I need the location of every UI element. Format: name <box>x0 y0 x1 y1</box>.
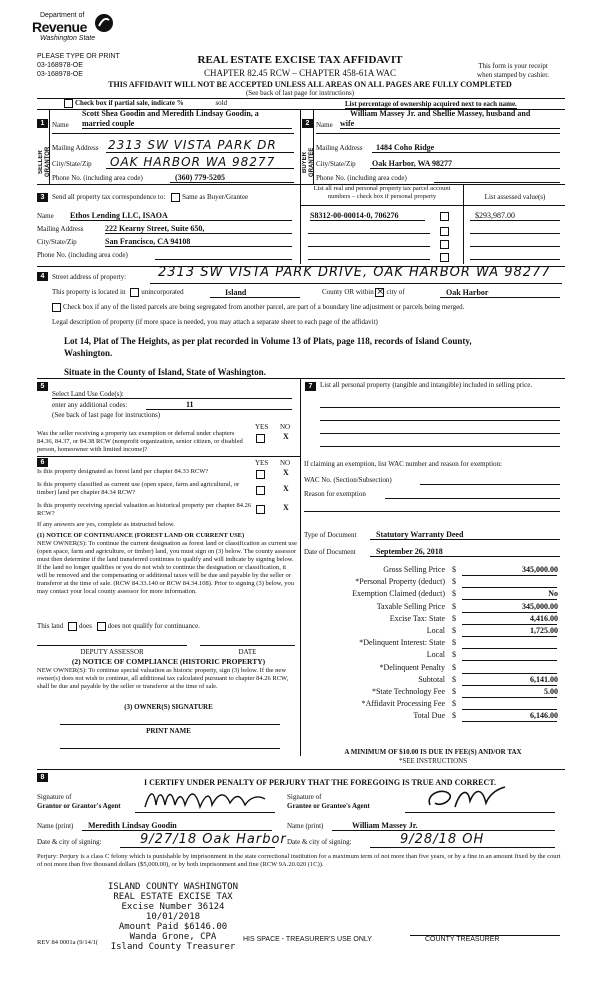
notice1-title: (1) NOTICE OF CONTINUANCE (FOREST LAND OR CURRENT USE) <box>37 532 245 539</box>
does-checkbox[interactable] <box>68 622 77 631</box>
stamp-line4: 10/01/2018 <box>145 912 201 922</box>
seller-name-line1: Scott Shea Goodin and Meredith Lindsay Goodin, a <box>82 109 259 118</box>
s5-no-mark: X <box>283 432 289 441</box>
receipt-note-2: when stamped by cashier. <box>477 71 549 79</box>
seller-phone-label: Phone No. (including area code) <box>52 174 143 182</box>
wac-label: WAC No. (Section/Subsection) <box>304 476 392 484</box>
seller-side-label: SELLER GRANTOR <box>38 146 51 178</box>
s6-q2-yes-checkbox[interactable] <box>256 486 265 495</box>
sold-label: sold <box>215 99 228 108</box>
owner-signature-label: (3) OWNER(S) SIGNATURE <box>124 703 213 711</box>
same-as-buyer-label: Same as Buyer/Grantee <box>182 193 249 202</box>
additional-codes-label: enter any additional codes: <box>52 401 128 409</box>
county-within-row <box>322 288 405 297</box>
calc-label: *Affidavit Processing Fee <box>361 699 445 709</box>
calc-value: No <box>548 589 558 599</box>
date-label: DATE <box>238 648 257 656</box>
section-5-number: 5 <box>37 382 48 391</box>
does-label: does <box>79 622 92 631</box>
calc-dollar-sign: $ <box>452 650 456 660</box>
grantor-signature-icon <box>140 785 270 813</box>
ownership-note: List percentage of ownership acquired next to each name. <box>345 100 517 108</box>
city-of-checkbox[interactable] <box>375 288 384 297</box>
s5-no-header: NO <box>280 423 291 431</box>
stamp-line5: Amount Paid $6146.00 <box>118 922 228 932</box>
street-value: 2313 SW VISTA PARK DRIVE, OAK HARBOR WA 98277 <box>158 265 551 280</box>
grantee-sig-label-1: Signature of <box>287 793 322 801</box>
revenue-logo <box>32 12 122 52</box>
s6-q1-yes-checkbox[interactable] <box>256 470 265 479</box>
assessed-header: List assessed value(s) <box>484 193 546 201</box>
county-value: Island <box>210 288 300 298</box>
calc-label: *Personal Property (deduct) <box>355 577 445 587</box>
legal-label: Legal description of property (if more space is needed, you may attach a separate sheet to each page of the affidavit) <box>52 318 378 326</box>
s5-yes-header: YES <box>255 423 269 431</box>
calc-value: 345,000.00 <box>522 601 558 611</box>
does-not-checkbox[interactable] <box>97 622 106 631</box>
stamp-line6: Wanda Grone, CPA <box>129 932 217 942</box>
s3-phone-label: Phone No. (including area code) <box>37 251 128 259</box>
grantor-sig-label-2: Grantor or Grantor's Agent <box>37 802 121 810</box>
s3-mailing-value: 222 Kearny Street, Suite 650, <box>105 224 292 234</box>
grantor-sig-label-1: Signature of <box>37 793 72 801</box>
calc-label: Total Due <box>413 711 445 721</box>
county-treasurer-label: COUNTY TREASURER <box>425 936 500 943</box>
s6-q1: Is this property designated as forest land per chapter 84.33 RCW? <box>37 468 209 475</box>
form-subtitle: CHAPTER 82.45 RCW – CHAPTER 458-61A WAC <box>204 68 396 78</box>
calc-value: 4,416.00 <box>530 613 558 623</box>
form-number-1: 03-168978-OE <box>37 62 83 69</box>
segregated-row <box>52 303 567 312</box>
s6-q2: Is this property classified as current use (open space, farm and agricultural, or timber) land per chapter 84.34 RCW? <box>37 481 240 496</box>
notice1-body: NEW OWNER(S): To continue the current designation as forest land or classification as current use (open space, farm and agriculture, or timber) land, you must sign on (3) below. The county assessor must then determine if the land transferred continues to qualify and will indicate by signing below. If the land no longer qualifies or you do not wish to continue the designation or classification, it will be removed and the compensating or additional taxes will be due and payable by the seller or transferor at the time of sale. (RCW 84.33.140 or RCW 84.34.108). Prior to signing (3) below, you may contact your local county assessor for more information. <box>37 540 297 595</box>
form-title: REAL ESTATE EXCISE TAX AFFIDAVIT <box>197 54 403 66</box>
reason-label: Reason for exemption <box>304 490 366 498</box>
s6-if-yes: If any answers are yes, complete as instructed below. <box>37 521 175 528</box>
does-not-label: does not qualify for continuance. <box>107 622 200 631</box>
exemption-label: If claiming an exemption, list WAC number and reason for exemption: <box>304 460 502 468</box>
seller-mailing-label: Mailing Address <box>52 144 99 152</box>
buyer-side-label: BUYER GRANTEE <box>302 147 315 177</box>
calc-dollar-sign: $ <box>452 699 456 709</box>
section-7-number: 7 <box>305 382 316 391</box>
form-number-2: 03-168978-OE <box>37 71 83 78</box>
s3-name-label: Name <box>37 212 54 220</box>
select-land-use-label: Select Land Use Code(s): <box>52 390 292 399</box>
doc-type-label: Type of Document <box>304 531 357 539</box>
buyer-name-line1: William Massey Jr. and Shellie Massey, husband and <box>350 109 531 118</box>
seller-phone-value: (360) 779-5205 <box>175 173 225 182</box>
see-back-note: (See back of last page for instructions) <box>245 89 355 97</box>
grantee-date-label: Date & city of signing: <box>287 838 352 846</box>
calc-dollar-sign: $ <box>452 565 456 574</box>
grantee-signature-icon <box>420 783 510 813</box>
calc-label: Excise Tax: State <box>389 613 445 623</box>
calc-value: 6,146.00 <box>530 711 558 721</box>
parcel-4-checkbox[interactable] <box>440 253 449 262</box>
city-value: Oak Harbor <box>440 288 560 298</box>
parcel-header <box>302 185 462 201</box>
calc-dollar-sign: $ <box>452 589 456 599</box>
grantor-name-label: Name (print) <box>37 822 74 830</box>
treasurer-space-label: HIS SPACE - TREASURER'S USE ONLY <box>243 936 372 943</box>
dept-line1: Department of <box>40 12 85 19</box>
calc-value: 345,000.00 <box>522 565 558 574</box>
located-label: This property is located in <box>52 288 126 297</box>
section-6-number: 6 <box>37 458 48 467</box>
calc-dollar-sign: $ <box>452 662 456 672</box>
calc-label: *Delinquent Interest: State <box>359 638 445 648</box>
please-type: PLEASE TYPE OR PRINT <box>37 53 120 60</box>
calc-dollar-sign: $ <box>452 638 456 648</box>
partial-sale-row <box>64 99 264 108</box>
grantee-sig-label-2: Grantee or Grantee's Agent <box>287 802 370 810</box>
calc-value: 5.00 <box>544 687 558 696</box>
calc-dollar-sign: $ <box>452 626 456 635</box>
send-correspondence-label: Send all property tax correspondence to: <box>52 193 166 202</box>
parcel-header-line2: numbers – check box if personal property <box>327 193 437 200</box>
grantee-name-value: William Massey Jr. <box>332 821 555 831</box>
calc-dollar-sign: $ <box>452 601 456 611</box>
section-4-number: 4 <box>37 272 48 281</box>
doc-date-value: September 26, 2018 <box>370 547 560 557</box>
s3-mailing-label: Mailing Address <box>37 225 84 233</box>
buyer-name-line2: wife <box>340 119 560 129</box>
deputy-assessor-label: DEPUTY ASSESSOR <box>80 648 144 656</box>
minimum-fee-note: A MINIMUM OF $10.00 IS DUE IN FEE(S) AND/OR TAX <box>344 748 522 756</box>
calc-label: Local <box>426 650 445 660</box>
s6-q3-yes-checkbox[interactable] <box>256 505 265 514</box>
buyer-phone-label: Phone No. (including area code) <box>316 174 407 182</box>
parcel-header-line1: List all real and personal property tax parcel account <box>313 185 451 192</box>
stamp-line2: REAL ESTATE EXCISE TAX <box>113 892 233 902</box>
buyer-name-label: Name <box>316 121 333 129</box>
legal-line2: Washington. <box>64 348 113 358</box>
section-2-number: 2 <box>302 119 313 128</box>
calc-dollar-sign: $ <box>452 711 456 721</box>
calc-label: Taxable Selling Price <box>376 601 445 611</box>
calc-label: *State Technology Fee <box>371 687 445 696</box>
seller-city-label: City/State/Zip <box>52 160 92 168</box>
legal-line3: Situate in the County of Island, State of Washington. <box>64 367 266 377</box>
rev-form-number: REV 84 0001a (9/14/1( <box>37 939 99 946</box>
street-label: Street address of property: <box>52 273 127 281</box>
s5-see-back: (See back of last page for instructions) <box>52 411 161 419</box>
this-land-row <box>37 622 200 631</box>
county-label: County OR within <box>322 288 374 297</box>
s5-yes-checkbox[interactable] <box>256 434 265 443</box>
buyer-mailing-value: 1484 Coho Ridge <box>376 143 435 152</box>
parcel-2-checkbox[interactable] <box>440 227 449 236</box>
same-as-buyer-checkbox[interactable] <box>171 193 180 202</box>
s6-q1-no-mark: X <box>283 468 289 477</box>
partial-sale-checkbox[interactable] <box>64 99 73 108</box>
calc-dollar-sign: $ <box>452 687 456 696</box>
section-8-number: 8 <box>37 773 48 782</box>
segregated-label: Check box if any of the listed parcels are being segregated from another parcel, are part of a boundary line adjustment or parcels being merged. <box>63 303 465 312</box>
unincorporated-label: unincorporated <box>141 288 184 297</box>
legal-line1: Lot 14, Plat of The Heights, as per plat recorded in Volume 13 of Plats, page 118, records of Island County, <box>64 336 472 346</box>
calc-label: Subtotal <box>418 674 445 684</box>
s3-city-label: City/State/Zip <box>37 238 77 246</box>
certify-statement: I CERTIFY UNDER PENALTY OF PERJURY THAT THE FOREGOING IS TRUE AND CORRECT. <box>143 778 496 787</box>
grantor-name-value: Meredith Lindsay Goodin <box>82 821 272 831</box>
buyer-city-label: City/State/Zip <box>316 160 356 168</box>
warning-text: THIS AFFIDAVIT WILL NOT BE ACCEPTED UNLESS ALL AREAS ON ALL PAGES ARE FULLY COMPLETED <box>108 80 512 89</box>
section-3-number: 3 <box>37 193 48 202</box>
parcel-number: S8312-00-00014-0, 706276 <box>310 211 425 221</box>
treasurer-stamp <box>98 882 248 952</box>
stamp-line1: ISLAND COUNTY WASHINGTON <box>107 882 239 892</box>
section-1-number: 1 <box>37 119 48 128</box>
calc-label: *Delinquent Penalty <box>379 662 445 672</box>
grantor-date-label: Date & city of signing: <box>37 838 102 846</box>
s3-city-value: San Francisco, CA 94108 <box>105 237 292 247</box>
parcel-3-checkbox[interactable] <box>440 240 449 249</box>
city-of-label: city of <box>386 288 405 297</box>
calc-value: 6,141.00 <box>530 674 558 684</box>
partial-sale-label: Check box if partial sale, indicate % <box>75 99 184 108</box>
s3-name-value: Ethos Lending LLC, ISAOA <box>70 211 292 221</box>
seller-name-line2: married couple <box>82 119 292 129</box>
seller-city-value: OAK HARBOR WA 98277 <box>110 155 276 169</box>
grantee-date-value: 9/28/18 OH <box>400 832 485 847</box>
parcel-1-checkbox[interactable] <box>440 212 449 221</box>
dept-line3: Washington State <box>40 35 96 42</box>
calc-label: Gross Selling Price <box>383 565 445 574</box>
calc-label: Exemption Claimed (deduct) <box>352 589 445 599</box>
seller-name-label: Name <box>52 121 69 129</box>
stamp-line7: Island County Treasurer <box>110 942 236 952</box>
notice2-title: (2) NOTICE OF COMPLIANCE (HISTORIC PROPERTY) <box>71 657 266 666</box>
see-instructions: *SEE INSTRUCTIONS <box>398 757 468 765</box>
send-correspondence-row <box>52 193 248 202</box>
doc-date-label: Date of Document <box>304 548 356 556</box>
s6-q2-no-mark: X <box>283 484 289 493</box>
segregated-checkbox[interactable] <box>52 303 61 312</box>
personal-property-label: List all personal property (tangible and intangible) included in selling price. <box>320 381 533 389</box>
calc-dollar-sign: $ <box>452 674 456 684</box>
s5-question: Was the seller receiving a property tax exemption or deferral under chapters 84.36, 84.37, or 84.38 RCW (nonprofit organization, senior citizen, or disabled person, homeowner with limited income)? <box>37 430 243 453</box>
this-land-label: This land <box>37 622 64 631</box>
buyer-mailing-label: Mailing Address <box>316 144 363 152</box>
stamp-line3: Excise Number 36124 <box>121 902 225 912</box>
print-name-label: PRINT NAME <box>146 727 191 735</box>
s6-q3-no-mark: X <box>283 503 289 512</box>
assessed-value: $293,987.00 <box>475 211 515 220</box>
additional-codes-value: 11 <box>146 400 292 410</box>
grantor-date-value: 9/27/18 Oak Harbor <box>140 832 287 847</box>
calc-label: Local <box>426 626 445 635</box>
doc-type-value: Statutory Warranty Deed <box>370 530 560 540</box>
unincorporated-checkbox[interactable] <box>130 288 139 297</box>
s6-no-header: NO <box>280 459 291 467</box>
receipt-note-1: This form is your receipt <box>478 62 548 70</box>
s6-yes-header: YES <box>255 459 269 467</box>
calc-dollar-sign: $ <box>452 577 456 587</box>
calc-dollar-sign: $ <box>452 613 456 623</box>
perjury-notice: Perjury: Perjury is a class C felony which is punishable by imprisonment in the state correctional institution for a maximum term of not more than five years, or by a fine in an amount fixed by the court of not more than five thousand dollars ($5,000.00), or by both imprisonment and fine (RCW 9A.20.020 (1C)). <box>37 853 561 868</box>
seller-mailing-value: 2313 SW VISTA PARK DR <box>108 138 277 152</box>
notice2-body: NEW OWNER(S): To continue special valuation as historic property, sign (3) below. If the new owner(s) does not wish to continue, all additional tax calculated pursuant to chapter 84.26 RCW, shall be due and payable by the seller or transferor at the time of sale. <box>37 667 289 690</box>
buyer-city-value: Oak Harbor, WA 98277 <box>372 159 453 168</box>
s6-q3: Is this property receiving special valuation as historical property per chapter 84.26 RCW? <box>37 502 252 517</box>
calc-value: 1,725.00 <box>530 626 558 635</box>
grantee-name-label: Name (print) <box>287 822 324 830</box>
wa-logo-icon <box>94 12 114 34</box>
dept-line2: Revenue <box>32 19 87 35</box>
